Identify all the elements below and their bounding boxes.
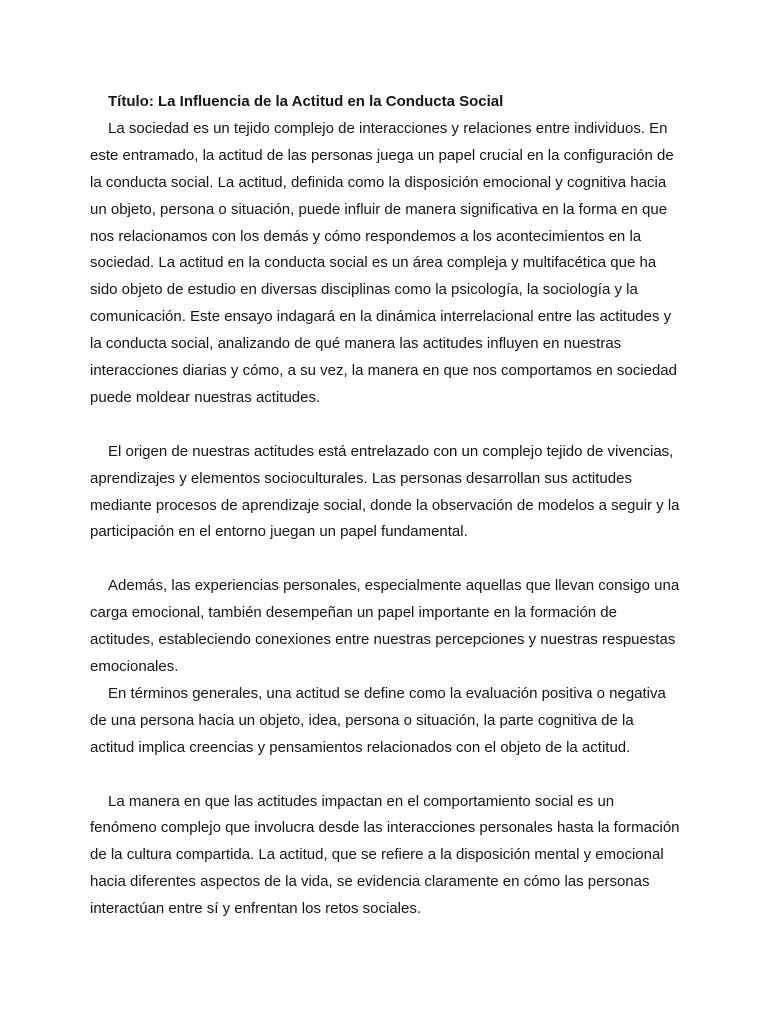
paragraph-origin: El origen de nuestras actitudes está entrelazado con un complejo tejido de vivencias, aprendizajes y elementos socioculturales. Las personas desarrollan sus actitudes mediante procesos de aprendizaje social, donde la observación de modelos a seguir y la participación en el entorno juegan un papel fundamental. — [90, 442, 680, 541]
paragraph-experiences: Además, las experiencias personales, especialmente aquellas que llevan consigo una carga emocional, también desempeñan un papel importante en la formación de actitudes, estableciendo conexiones entre nuestras percepciones y nuestras respuestas emocionales. — [90, 577, 680, 675]
paragraph-definition: En términos generales, una actitud se define como la evaluación positiva o negativa de una persona hacia un objeto, idea, persona o situación, la parte cognitiva de la actitud implica creencias y pensamientos relacionados con el objeto de la actitud. — [90, 684, 666, 756]
document-page — [90, 89, 680, 923]
paragraph-spacer — [90, 546, 680, 573]
paragraph-spacer — [90, 412, 680, 439]
paragraph-spacer — [90, 762, 680, 789]
paragraph-impact: La manera en que las actitudes impactan en el comportamiento social es un fenómeno complejo que involucra desde las interacciones personales hasta la formación de la cultura compartida. La actitud, que se refiere a la disposición mental y emocional hacia diferentes aspectos de la vida, se evidencia claramente en cómo las personas interactúan entre sí y enfrentan los retos sociales. — [90, 792, 680, 918]
paragraph-intro: La sociedad es un tejido complejo de interacciones y relaciones entre individuos. En este entramado, la actitud de las personas juega un papel crucial en la configuración de la conducta social. La actitud, definida como la disposición emocional y cognitiva hacia un objeto, persona o situación, puede influir de manera significativa en la forma en que nos relacionamos con los demás y cómo respondemos a los acontecimientos en la sociedad. La actitud en la conducta social es un área compleja y multifacética que ha sido objeto de estudio en diversas disciplinas como la psicología, la sociología y la comunicación. Este ensayo indagará en la dinámica interrelacional entre las actitudes y la conducta social, analizando de qué manera las actitudes influyen en nuestras interacciones diarias y cómo, a su vez, la manera en que nos comportamos en sociedad puede moldear nuestras actitudes. — [90, 119, 677, 406]
document-title: Título: La Influencia de la Actitud en la Conducta Social — [108, 93, 504, 110]
